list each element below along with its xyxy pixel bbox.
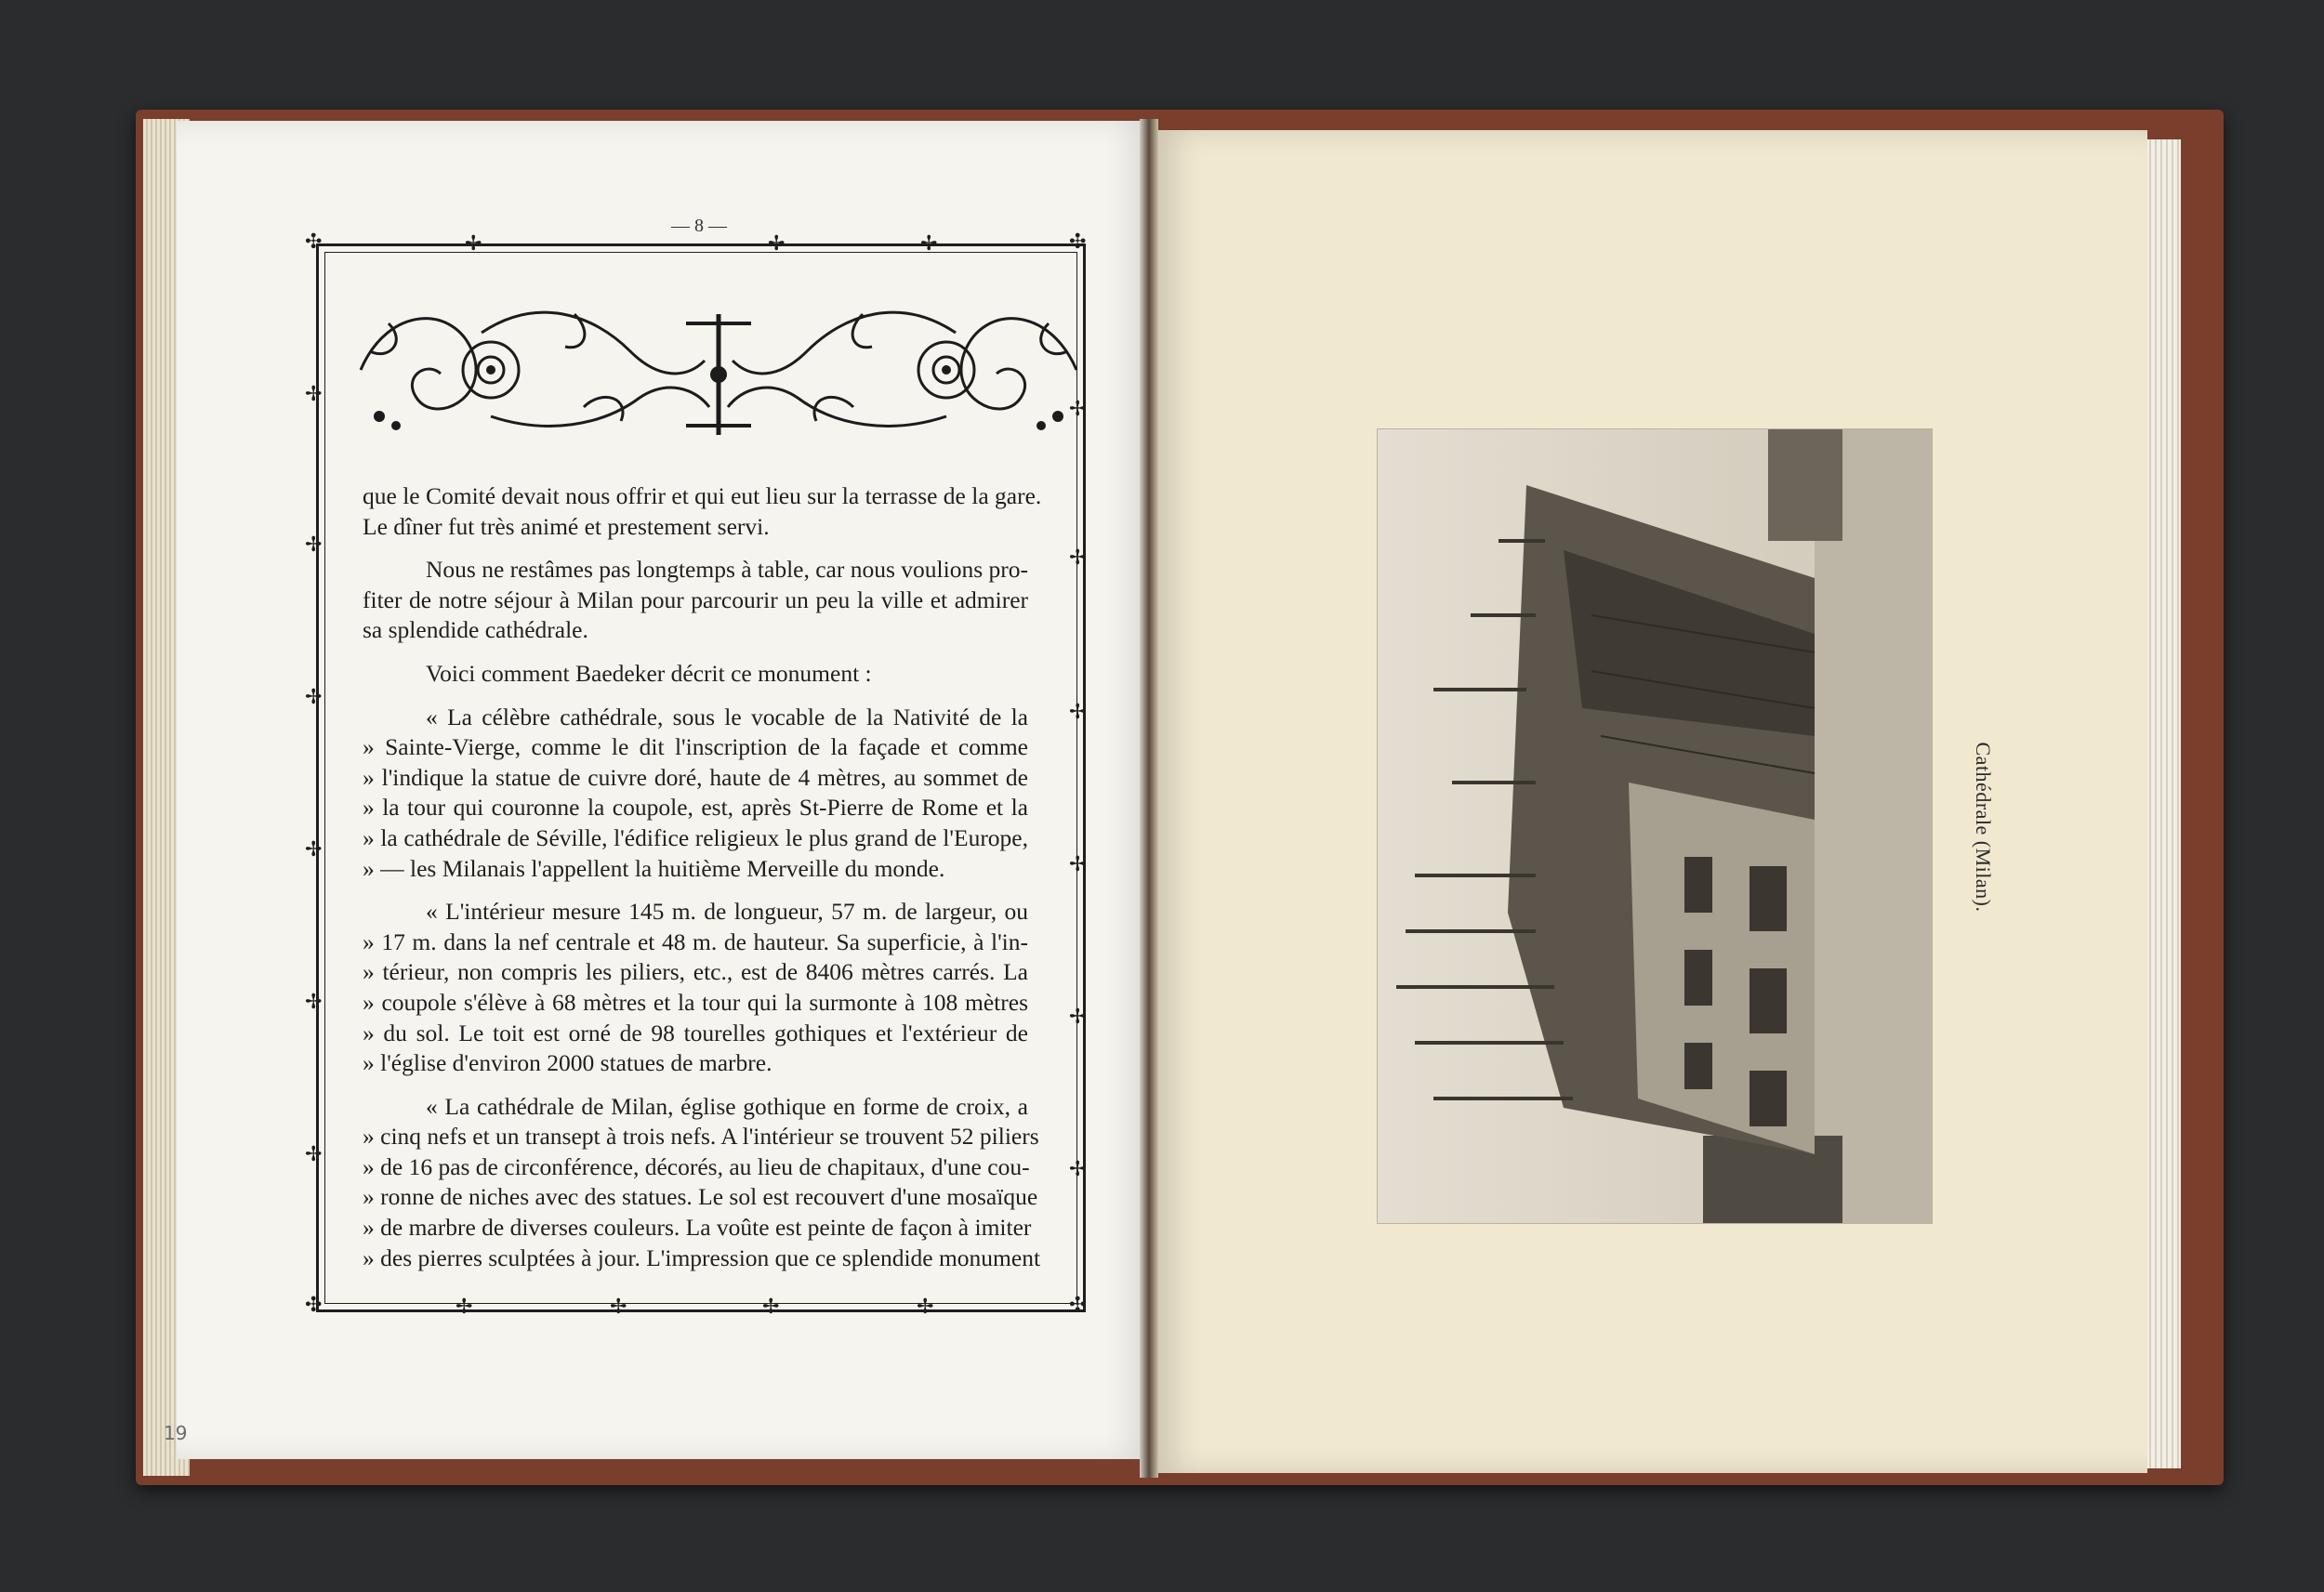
text-line: fiter de notre séjour à Milan pour parcourir un peu la ville et admirer (363, 585, 1028, 613)
fleuron-icon: ✢ (920, 232, 938, 256)
fleuron-icon: ✢ (465, 232, 482, 256)
text-line: sa splendide cathédrale. (363, 616, 588, 644)
photo-caption: Cathédrale (Milan). (1972, 742, 1995, 913)
text-line: » Sainte-Vierge, comme le dit l'inscription de la façade et comme (363, 733, 1028, 761)
text-line: Nous ne restâmes pas longtemps à table, car nous voulions pro- (426, 556, 1028, 584)
fleuron-icon: ✢ (1069, 1006, 1087, 1029)
quote-paragraph (363, 703, 1028, 885)
fleuron-icon: ✢ (1069, 1158, 1087, 1181)
archive-stamp: 19 (164, 1422, 188, 1444)
text-line: » coupole s'élève à 68 mètres et la tour qui la surmonte à 108 mètres (363, 988, 1028, 1016)
paragraph (363, 555, 1028, 646)
cathedral-photograph (1378, 429, 1932, 1223)
fleuron-icon: ✢ (762, 1296, 780, 1319)
fleuron-icon: ✢ (305, 383, 323, 406)
quote-paragraph (363, 1092, 1041, 1274)
fleuron-icon: ✢ (305, 838, 323, 862)
text-line: » des pierres sculptées à jour. L'impression que ce splendide monument (363, 1243, 1041, 1271)
fleuron-icon: ✣ (305, 1294, 323, 1317)
text-line: Voici comment Baedeker décrit ce monument : (426, 659, 872, 687)
fleuron-icon: ✢ (610, 1296, 627, 1319)
text-line: » l'indique la statue de cuivre doré, haute de 4 mètres, au sommet de (363, 763, 1028, 791)
text-line: que le Comité devait nous offrir et qui eut lieu sur la terrasse de la gare. (363, 482, 1042, 509)
text-line: » ronne de niches avec des statues. Le sol est recouvert d'une mosaïque (363, 1183, 1038, 1211)
fleuron-icon: ✢ (305, 686, 323, 709)
fleuron-icon: ✢ (305, 1143, 323, 1166)
body-text (363, 481, 1042, 1286)
text-line: « La cathédrale de Milan, église gothique en forme de croix, a (426, 1092, 1028, 1120)
fleuron-icon: ✢ (917, 1296, 934, 1319)
book-gutter (1140, 119, 1158, 1478)
text-line: « L'intérieur mesure 145 m. de longueur, 57 m. de largeur, ou (426, 898, 1028, 926)
page-number: — 8 — (671, 216, 727, 236)
text-line: » de marbre de diverses couleurs. La voûte est peinte de façon à imiter (363, 1214, 1032, 1242)
fleuron-icon: ✢ (1069, 701, 1087, 724)
fleuron-icon: ✢ (305, 991, 323, 1014)
text-line: » cinq nefs et un transept à trois nefs. A l'intérieur se trouvent 52 piliers (363, 1123, 1039, 1151)
text-line: Le dîner fut très animé et prestement servi. (363, 512, 770, 540)
fleuron-icon: ✢ (768, 232, 786, 256)
quote-paragraph (363, 897, 1028, 1079)
text-line: » de 16 pas de circonférence, décorés, au lieu de chapitaux, d'une cou- (363, 1152, 1030, 1180)
fleuron-icon: ✣ (1069, 230, 1087, 254)
fleuron-icon: ✣ (305, 230, 323, 254)
text-line: » du sol. Le toit est orné de 98 tourelles gothiques et l'extérieur de (363, 1019, 1028, 1046)
text-line: » l'église d'environ 2000 statues de marbre. (363, 1049, 772, 1077)
fleuron-icon: ✢ (456, 1296, 473, 1319)
text-line: » 17 m. dans la nef centrale et 48 m. de hauteur. Sa superficie, à l'in- (363, 928, 1028, 955)
fleuron-icon: ✣ (1069, 1294, 1087, 1317)
text-line: » la tour qui couronne la coupole, est, après St-Pierre de Rome et la (363, 794, 1028, 822)
fleuron-icon: ✢ (1069, 398, 1087, 421)
paragraph (363, 481, 1042, 542)
fleuron-icon: ✢ (1069, 853, 1087, 876)
rinceau-ornament (351, 296, 1086, 444)
paragraph (363, 659, 1028, 690)
fleuron-icon: ✢ (1069, 546, 1087, 570)
text-line: » — les Milanais l'appellent la huitième Merveille du monde. (363, 854, 945, 882)
text-line: » la cathédrale de Séville, l'édifice religieux le plus grand de l'Europe, (363, 823, 1028, 851)
text-line: « La célèbre cathédrale, sous le vocable de la Nativité de la (426, 703, 1028, 730)
fleuron-icon: ✢ (305, 533, 323, 557)
text-line: » térieur, non compris les piliers, etc., est de 8406 mètres carrés. La (363, 958, 1028, 986)
